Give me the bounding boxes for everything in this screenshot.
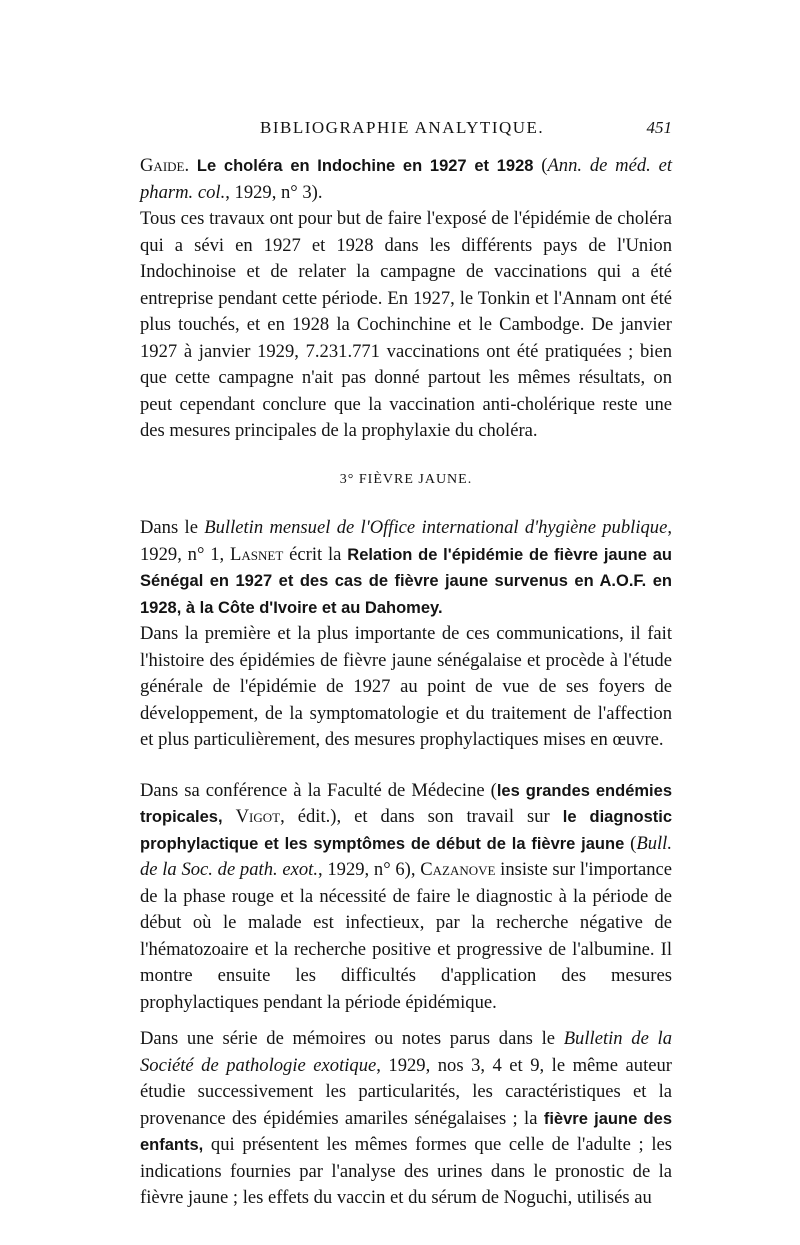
journal-name: Bulletin mensuel de l'Office international d'hygiène publique: [204, 517, 668, 538]
body-text: [140, 153, 672, 1212]
text-run: , 1929, nos 3, 4 et 9, le même auteur étudie successivement les particularités, les caractéristiques et la provenance des épidémies amariles sénégalaises ; la: [140, 1054, 672, 1129]
ref-open: (: [541, 155, 548, 176]
header-title: BIBLIOGRAPHIE ANALYTIQUE.: [260, 118, 545, 137]
article-title: le diagnostic prophylactique et les symptômes de début de la fièvre jaune: [140, 808, 673, 853]
page-number: 451: [646, 118, 672, 137]
section-heading: 3° FIÈVRE JAUNE.: [339, 471, 473, 487]
text-run: Dans le: [140, 517, 205, 538]
journal-name: Ann. de méd. et pharm. col.: [140, 155, 672, 203]
journal-name: Bulletin de la Société de pathologie exotique: [140, 1028, 672, 1076]
text-run: qui présentent les mêmes formes que celle de l'adulte ; les indications fournies par l'analyse des urines dans le pronostic de la fièvre jaune ; les effets du vaccin et du sérum de Noguchi, utilisés au: [140, 1134, 672, 1208]
paragraph-lasnet: [140, 515, 672, 621]
paragraph-cholera-summary: Tous ces travaux ont pour but de faire l'exposé de l'épidémie de choléra qui a sévi en 1927 et 1928 dans les différents pays de l'Union Indochinoise et de relater la campagne de vaccinations qui a été entreprise pendant cette période. En 1927, le Tonkin et l'Annam ont été plus touchés, et en 1928 la Cochinchine et le Cambodge. De janvier 1927 à janvier 1929, 7.231.771 vaccinations ont été pratiquées ; bien que cette campagne n'ait pas donné partout les mêmes résultats, on peut cependant conclure que la vaccination anti-cholérique reste une des mesures principales de la prophylaxie du choléra.: [140, 208, 672, 441]
article-title: Le choléra en Indochine en 1927 et 1928: [196, 157, 534, 175]
text-run: Dans une série de mémoires ou notes parus dans le: [140, 1028, 564, 1049]
paragraph-gap: [140, 754, 672, 778]
paragraph-memoires: [140, 1026, 672, 1212]
text-run: , 1929, n° 1,: [140, 517, 672, 565]
paragraph-gap: [140, 1016, 672, 1026]
text-run: , édit.), et dans son travail sur: [280, 806, 563, 827]
paragraph-cazanove: [140, 778, 672, 1017]
article-title: les grandes endémies tropicales,: [140, 781, 672, 826]
text-run: Dans sa conférence à la Faculté de Médecine (: [140, 779, 497, 801]
author-name: Gaide.: [140, 155, 190, 176]
author-name: Cazanove: [420, 859, 496, 880]
article-title: fièvre jaune des enfants,: [140, 1109, 672, 1154]
text-run: (: [624, 832, 637, 854]
text-run: insiste sur l'importance de la phase rouge et la nécessité de faire le diagnostic à la période de début où le malade est infectieux, par la recherche négative de l'hématozoaire et la recherche positive et progressive de l'albumine. Il montre ensuite les difficultés d'application des mesures prophylactiques pendant la période épidémique.: [140, 859, 673, 1013]
journal-name: Bull. de la Soc. de path. exot.: [140, 832, 672, 880]
author-name: Lasnet: [230, 543, 284, 565]
text-run: [223, 806, 236, 827]
ref-details: , 1929, n° 3).: [225, 181, 323, 203]
paragraph-communications: Dans la première et la plus importante de ces communications, il fait l'histoire des épidémies de fièvre jaune sénégalaise et procède à l'étude générale de l'épidémie de 1927 au point de vue de ses foyers de développement, de la symptomatologie et du traitement de l'affection et plus particulièrement, des mesures prophylactiques mises en œuvre.: [140, 623, 672, 750]
publisher-name: Vigot: [235, 806, 281, 827]
text-run: , 1929, n° 6),: [317, 859, 421, 880]
text-run: écrit la: [283, 543, 348, 565]
article-title: Relation de l'épidémie de fièvre jaune au Sénégal en 1927 et des cas de fièvre jaune survenus en A.O.F. en 1928, à la Côte d'Ivoire et au Dahomey.: [140, 545, 672, 617]
paragraph-gaide-reference: [140, 153, 672, 206]
